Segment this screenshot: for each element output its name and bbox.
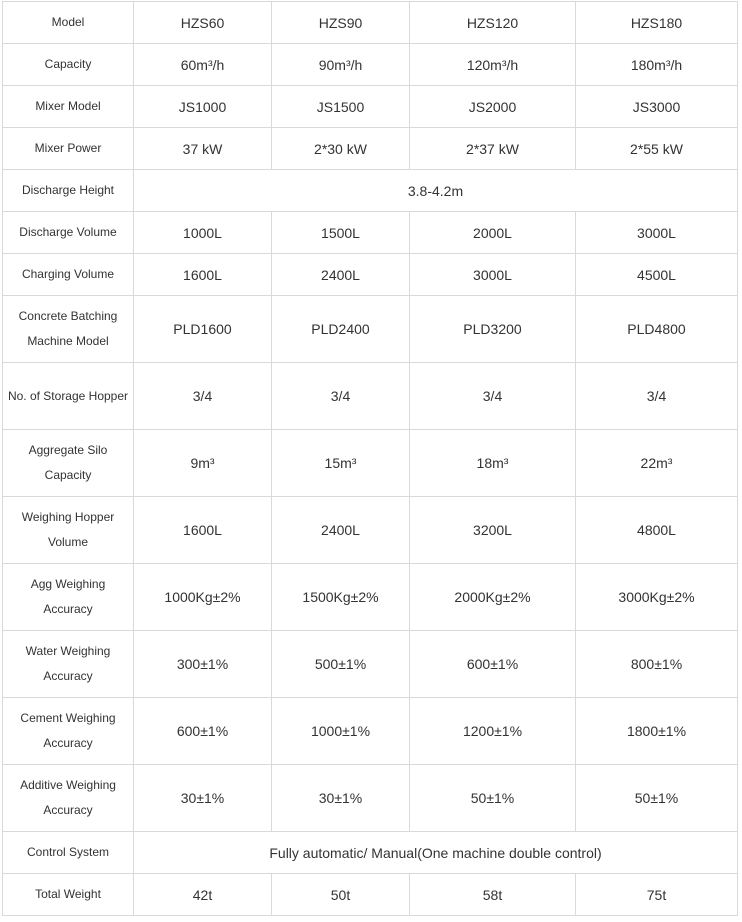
cell-hzs90: PLD2400 — [272, 296, 410, 363]
cell-hzs90: 50t — [272, 874, 410, 916]
merged-cell: Fully automatic/ Manual(One machine double control) — [134, 832, 738, 874]
cell-hzs180: 3000L — [576, 212, 738, 254]
cell-hzs120: 120m³/h — [410, 44, 576, 86]
row-model — [3, 2, 738, 44]
cell-hzs60: 60m³/h — [134, 44, 272, 86]
row-label: Additive Weighing Accuracy — [3, 765, 134, 832]
cell-hzs180: 4500L — [576, 254, 738, 296]
row-control-system — [3, 832, 738, 874]
cell-hzs120: 58t — [410, 874, 576, 916]
cell-hzs90: 90m³/h — [272, 44, 410, 86]
cell-hzs180: 2*55 kW — [576, 128, 738, 170]
cell-hzs60: HZS60 — [134, 2, 272, 44]
row-mixer-model — [3, 86, 738, 128]
row-water-weighing-accuracy — [3, 631, 738, 698]
cell-hzs90: 1500Kg±2% — [272, 564, 410, 631]
row-agg-weighing-accuracy — [3, 564, 738, 631]
row-label: Weighing Hopper Volume — [3, 497, 134, 564]
merged-cell: 3.8-4.2m — [134, 170, 738, 212]
cell-hzs180: PLD4800 — [576, 296, 738, 363]
row-label: Water Weighing Accuracy — [3, 631, 134, 698]
cell-hzs120: 2*37 kW — [410, 128, 576, 170]
row-label: Cement Weighing Accuracy — [3, 698, 134, 765]
row-label: Agg Weighing Accuracy — [3, 564, 134, 631]
cell-hzs120: JS2000 — [410, 86, 576, 128]
cell-hzs60: 300±1% — [134, 631, 272, 698]
cell-hzs60: 30±1% — [134, 765, 272, 832]
row-discharge-height — [3, 170, 738, 212]
cell-hzs120: 2000L — [410, 212, 576, 254]
cell-hzs90: 30±1% — [272, 765, 410, 832]
cell-hzs90: 1000±1% — [272, 698, 410, 765]
cell-hzs90: 2400L — [272, 254, 410, 296]
row-label: Aggregate Silo Capacity — [3, 430, 134, 497]
spec-table — [2, 1, 738, 916]
cell-hzs90: 2*30 kW — [272, 128, 410, 170]
cell-hzs120: 600±1% — [410, 631, 576, 698]
row-storage-hopper — [3, 363, 738, 430]
cell-hzs120: 2000Kg±2% — [410, 564, 576, 631]
cell-hzs180: 75t — [576, 874, 738, 916]
row-label: Total Weight — [3, 874, 134, 916]
cell-hzs180: 3000Kg±2% — [576, 564, 738, 631]
row-mixer-power — [3, 128, 738, 170]
row-weighing-hopper-volume — [3, 497, 738, 564]
row-label: Mixer Model — [3, 86, 134, 128]
cell-hzs180: 50±1% — [576, 765, 738, 832]
cell-hzs120: 3/4 — [410, 363, 576, 430]
cell-hzs60: 37 kW — [134, 128, 272, 170]
cell-hzs120: 1200±1% — [410, 698, 576, 765]
cell-hzs60: 42t — [134, 874, 272, 916]
row-label: Discharge Volume — [3, 212, 134, 254]
row-label: Control System — [3, 832, 134, 874]
cell-hzs180: 4800L — [576, 497, 738, 564]
row-label: Capacity — [3, 44, 134, 86]
cell-hzs60: 1600L — [134, 497, 272, 564]
cell-hzs180: JS3000 — [576, 86, 738, 128]
cell-hzs90: JS1500 — [272, 86, 410, 128]
row-charging-volume — [3, 254, 738, 296]
cell-hzs120: 50±1% — [410, 765, 576, 832]
cell-hzs180: 22m³ — [576, 430, 738, 497]
row-aggregate-silo-capacity — [3, 430, 738, 497]
row-label: Discharge Height — [3, 170, 134, 212]
row-label: Mixer Power — [3, 128, 134, 170]
row-discharge-volume — [3, 212, 738, 254]
cell-hzs90: 1500L — [272, 212, 410, 254]
row-total-weight — [3, 874, 738, 916]
cell-hzs60: 1000Kg±2% — [134, 564, 272, 631]
cell-hzs90: HZS90 — [272, 2, 410, 44]
row-label: Model — [3, 2, 134, 44]
cell-hzs60: JS1000 — [134, 86, 272, 128]
cell-hzs60: 3/4 — [134, 363, 272, 430]
cell-hzs120: 18m³ — [410, 430, 576, 497]
cell-hzs90: 500±1% — [272, 631, 410, 698]
cell-hzs180: 800±1% — [576, 631, 738, 698]
row-label: Charging Volume — [3, 254, 134, 296]
cell-hzs60: 1600L — [134, 254, 272, 296]
cell-hzs120: 3200L — [410, 497, 576, 564]
row-batching-machine-model — [3, 296, 738, 363]
cell-hzs60: PLD1600 — [134, 296, 272, 363]
cell-hzs60: 9m³ — [134, 430, 272, 497]
cell-hzs120: HZS120 — [410, 2, 576, 44]
row-label: Concrete Batching Machine Model — [3, 296, 134, 363]
row-additive-weighing-accuracy — [3, 765, 738, 832]
cell-hzs180: 1800±1% — [576, 698, 738, 765]
cell-hzs180: 180m³/h — [576, 44, 738, 86]
cell-hzs60: 1000L — [134, 212, 272, 254]
row-capacity — [3, 44, 738, 86]
cell-hzs90: 15m³ — [272, 430, 410, 497]
cell-hzs180: 3/4 — [576, 363, 738, 430]
cell-hzs90: 3/4 — [272, 363, 410, 430]
cell-hzs120: PLD3200 — [410, 296, 576, 363]
cell-hzs120: 3000L — [410, 254, 576, 296]
row-label: No. of Storage Hopper — [3, 363, 134, 430]
row-cement-weighing-accuracy — [3, 698, 738, 765]
cell-hzs90: 2400L — [272, 497, 410, 564]
cell-hzs60: 600±1% — [134, 698, 272, 765]
cell-hzs180: HZS180 — [576, 2, 738, 44]
